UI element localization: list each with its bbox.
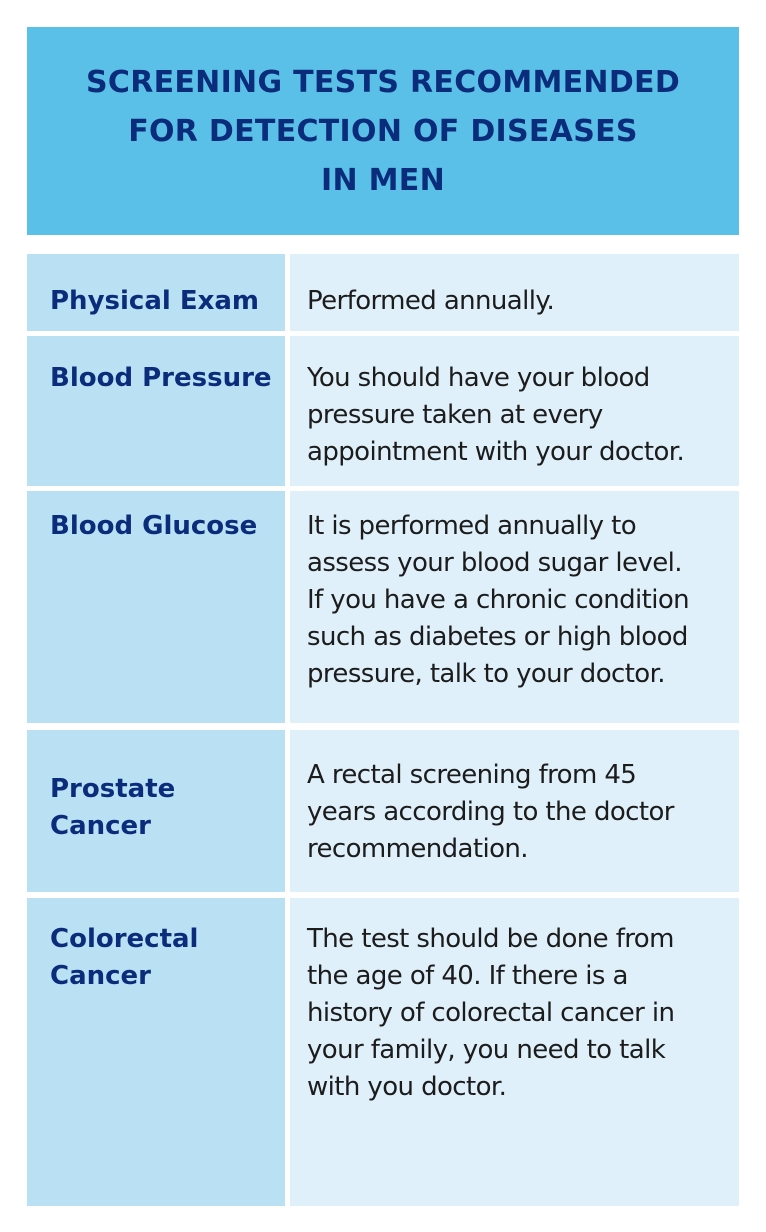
test-name-cell [27, 491, 285, 723]
table-row-colorectal-cancer [27, 898, 739, 1206]
test-description: The test should be done from the age of 40. If there is a history of colorectal cancer in your family, you need to talk with you doctor. [307, 924, 675, 1102]
title-line: FOR DETECTION OF DISEASES [128, 113, 638, 149]
test-description: A rectal screening from 45 years according to the doctor recommendation. [307, 760, 674, 864]
test-name-cell [27, 336, 285, 486]
test-description-cell [290, 730, 739, 892]
test-description-cell [290, 491, 739, 723]
title-line: SCREENING TESTS RECOMMENDED [85, 64, 681, 100]
table-row-blood-pressure [27, 336, 739, 486]
test-description-cell [290, 336, 739, 486]
test-description-cell [290, 898, 739, 1206]
test-name-cell [27, 730, 285, 892]
test-name: Physical Exam [50, 286, 259, 316]
test-description-cell [290, 254, 739, 331]
title-line: IN MEN [321, 162, 445, 198]
test-name: Blood Pressure [50, 363, 272, 393]
test-name-cell [27, 254, 285, 331]
test-name-cell [27, 898, 285, 1206]
test-description: You should have your blood pressure taken at every appointment with your doctor. [307, 363, 685, 467]
table-row-prostate-cancer [27, 730, 739, 892]
table-row-physical-exam [27, 254, 739, 331]
table-row-blood-glucose [27, 491, 739, 723]
test-description: It is performed annually to assess your blood sugar level. If you have a chronic condition such as diabetes or high blood pressure, talk to your doctor. [307, 511, 690, 689]
test-name: Blood Glucose [50, 511, 258, 541]
test-description: Performed annually. [307, 286, 555, 316]
test-name: Colorectal Cancer [50, 924, 199, 991]
title-banner [27, 27, 739, 235]
test-name: Prostate Cancer [50, 774, 176, 841]
